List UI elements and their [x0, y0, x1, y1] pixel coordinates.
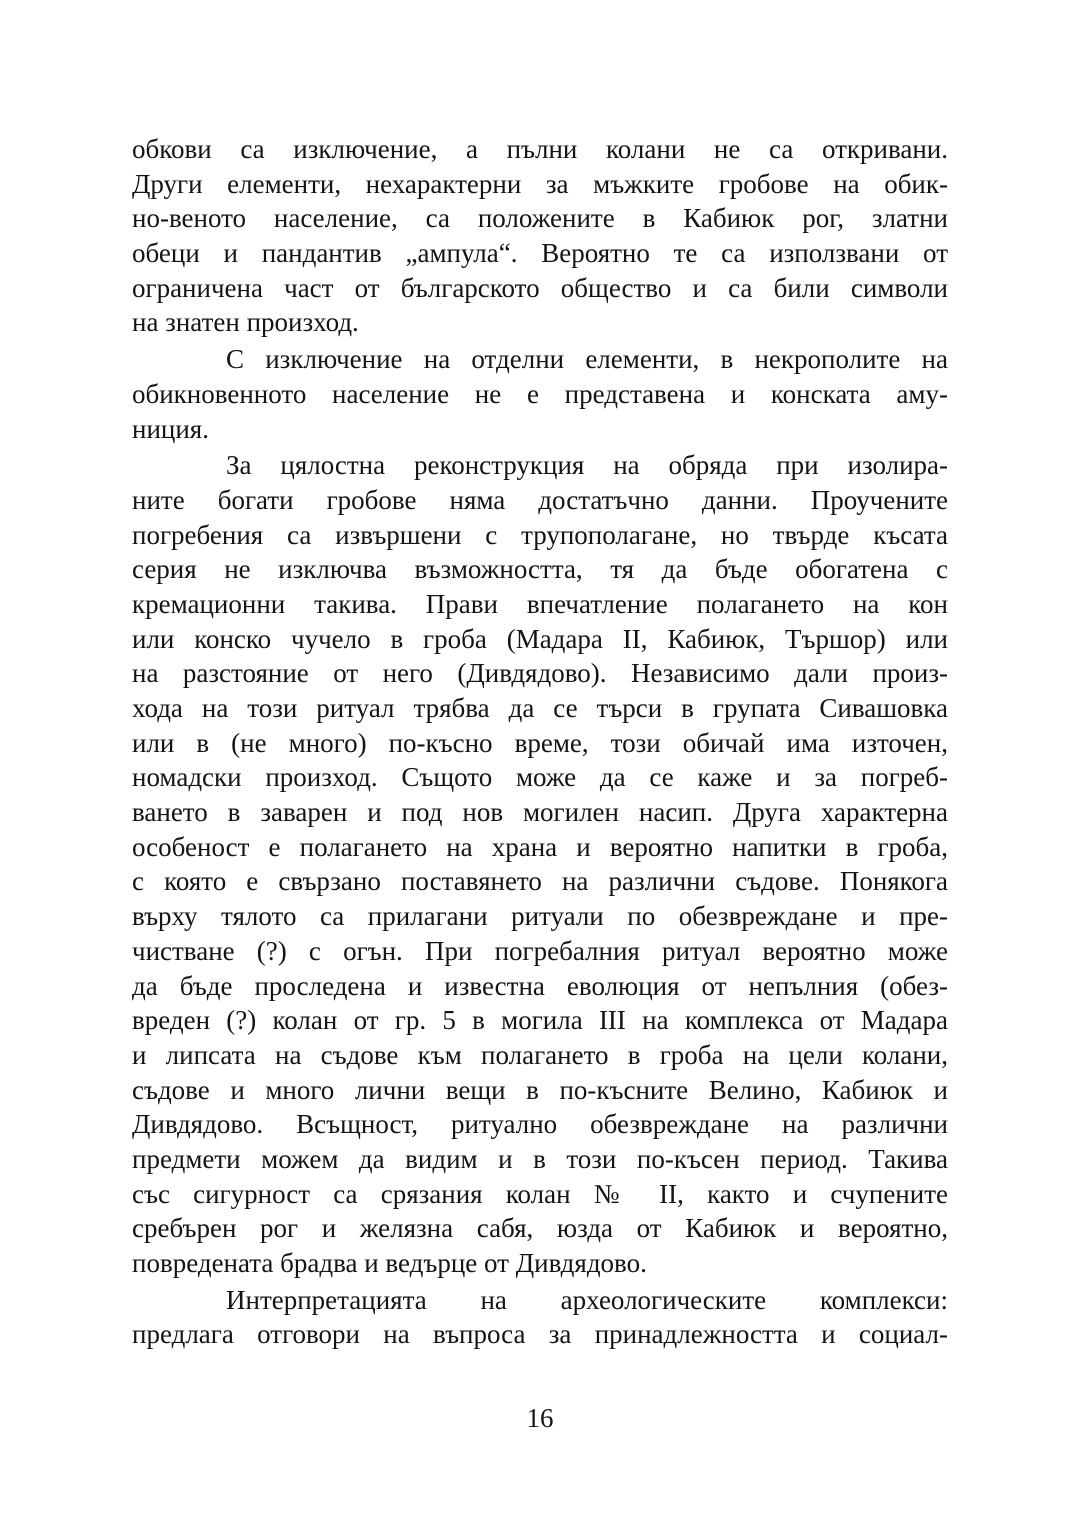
text-line: обкови са изключение, а пълни колани не са откривани. — [132, 134, 948, 164]
text-line: серия не изключва възможността, тя да бъде обогатена с — [132, 554, 948, 585]
text-line: предлага отговори на въпроса за принадлежността и социал- — [132, 1319, 948, 1350]
text-line: или в (не много) по-късно време, този обичай има източен, — [132, 727, 948, 758]
body-text — [132, 132, 948, 1352]
text-line: да бъде проследена и известна еволюция от непълния (обез- — [132, 970, 948, 1001]
paragraph-3 — [132, 448, 948, 1281]
text-line: номадски произход. Същото може да се каже и за погреб- — [132, 762, 948, 793]
text-line: върху тялото са прилагани ритуали по обезвреждане и пре- — [132, 901, 948, 932]
text-line: ването в заварен и под нов могилен насип. Друга характерна — [132, 797, 948, 828]
text-line: Интерпретацията на археологическите комплекси: — [226, 1284, 948, 1315]
text-line: със сигурност са срязания колан № II, както и счупените — [132, 1178, 948, 1209]
text-line: повредената брадва и ведърце от Дивдядово. — [132, 1248, 647, 1278]
page-number: 16 — [526, 1403, 554, 1433]
text-line: съдове и много лични вещи в по-късните Велино, Кабиюк и — [132, 1074, 948, 1105]
text-line: хода на този ритуал трябва да се търси в групата Сивашовка — [132, 693, 948, 723]
text-line: обикновенното население не е представена и конската аму- — [132, 378, 948, 409]
paragraph-4 — [132, 1283, 948, 1352]
text-line: с която е свързано поставянето на различни съдове. Понякога — [132, 866, 948, 897]
text-line: Дивдядово. Всъщност, ритуално обезвреждане на различни — [132, 1109, 948, 1140]
text-line: ните богати гробове няма достатъчно данни. Проучените — [132, 484, 948, 515]
text-line: Други елементи, нехарактерни за мъжките гробове на обик- — [132, 168, 948, 199]
text-line: на разстояние от него (Дивдядово). Независимо дали произ- — [132, 658, 948, 689]
text-line: особеност е полагането на храна и вероятно напитки в гроба, — [132, 831, 948, 862]
text-line: С изключение на отделни елементи, в некрополите на — [226, 344, 948, 375]
text-line: и липсата на съдове към полагането в гроба на цели колани, — [132, 1039, 948, 1070]
text-line: За цялостна реконструкция на обряда при изолира- — [226, 450, 948, 481]
paragraph-1 — [132, 132, 948, 340]
text-line: сребърен рог и желязна сабя, юзда от Кабиюк и вероятно, — [132, 1213, 948, 1244]
text-line: на знатен произход. — [132, 307, 359, 338]
text-line: или конско чучело в гроба (Мадара II, Кабиюк, Тършор) или — [132, 623, 948, 654]
text-line: чистване (?) с огън. При погребалния ритуал вероятно може — [132, 935, 948, 966]
text-line: кремационни такива. Прави впечатление полагането на кон — [132, 588, 948, 619]
paragraph-2 — [132, 342, 948, 446]
text-line: вреден (?) колан от гр. 5 в могила III на комплекса от Мадара — [132, 1005, 948, 1036]
text-line: ниция. — [132, 413, 209, 444]
text-line: обеци и пандантив „ампула“. Вероятно те са използвани от — [132, 238, 948, 269]
text-line: ограничена част от българското общество и са били символи — [132, 272, 948, 303]
text-line: но-веното население, са положените в Кабиюк рог, златни — [132, 203, 948, 234]
text-line: предмети можем да видим и в този по-късен период. Такива — [132, 1143, 948, 1174]
text-line: погребения са извършени с трупополагане, но твърде късата — [132, 519, 948, 550]
